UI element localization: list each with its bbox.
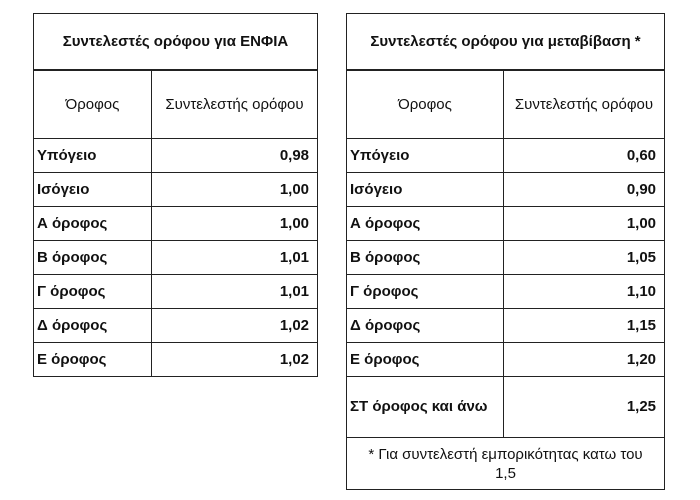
column-header-coefficient: Συντελεστής ορόφου — [504, 70, 665, 139]
floor-label: Ε όροφος — [34, 343, 152, 377]
floor-label: Ε όροφος — [347, 343, 504, 377]
table-row — [347, 343, 665, 377]
column-header-floor: Όροφος — [347, 70, 504, 139]
table-row — [347, 139, 665, 173]
table-row — [347, 309, 665, 343]
coefficient-value: 0,90 — [504, 173, 665, 207]
floor-label: Γ όροφος — [347, 275, 504, 309]
table-row — [34, 309, 318, 343]
table-row — [34, 241, 318, 275]
floor-label: Β όροφος — [34, 241, 152, 275]
coefficient-value: 0,60 — [504, 139, 665, 173]
coefficient-value: 1,15 — [504, 309, 665, 343]
floor-label: Δ όροφος — [347, 309, 504, 343]
coefficient-value: 1,02 — [152, 309, 318, 343]
coefficient-value: 1,02 — [152, 343, 318, 377]
floor-label: Δ όροφος — [34, 309, 152, 343]
floor-label: Ισόγειο — [347, 173, 504, 207]
floor-label: ΣΤ όροφος και άνω — [347, 377, 504, 438]
coefficient-value: 1,01 — [152, 241, 318, 275]
table-row — [347, 275, 665, 309]
coefficient-value: 1,05 — [504, 241, 665, 275]
table-title: Συντελεστές ορόφου για ΕΝΦΙΑ — [34, 14, 318, 71]
floor-label: Β όροφος — [347, 241, 504, 275]
table-row — [34, 275, 318, 309]
floor-label: Υπόγειο — [34, 139, 152, 173]
coefficient-value: 1,01 — [152, 275, 318, 309]
table-row — [347, 241, 665, 275]
column-header-coefficient: Συντελεστής ορόφου — [152, 70, 318, 139]
table-row — [34, 207, 318, 241]
coefficient-value: 0,98 — [152, 139, 318, 173]
floor-label: Γ όροφος — [34, 275, 152, 309]
coefficient-value: 1,00 — [152, 207, 318, 241]
enfia-floor-coefficient-table — [33, 13, 318, 377]
table-row — [347, 377, 665, 438]
table-row — [34, 139, 318, 173]
table-row — [34, 173, 318, 207]
table-row — [347, 173, 665, 207]
coefficient-value: 1,00 — [504, 207, 665, 241]
floor-label: Α όροφος — [347, 207, 504, 241]
transfer-floor-coefficient-table — [346, 13, 665, 490]
coefficient-value: 1,10 — [504, 275, 665, 309]
coefficient-value: 1,00 — [152, 173, 318, 207]
footnote: * Για συντελεστή εμπορικότητας κατω του 1,5 — [347, 438, 665, 490]
table-row — [347, 207, 665, 241]
floor-label: Ισόγειο — [34, 173, 152, 207]
table-row — [34, 343, 318, 377]
floor-label: Υπόγειο — [347, 139, 504, 173]
coefficient-value: 1,25 — [504, 377, 665, 438]
table-title: Συντελεστές ορόφου για μεταβίβαση * — [347, 14, 665, 71]
coefficient-value: 1,20 — [504, 343, 665, 377]
floor-label: Α όροφος — [34, 207, 152, 241]
column-header-floor: Όροφος — [34, 70, 152, 139]
